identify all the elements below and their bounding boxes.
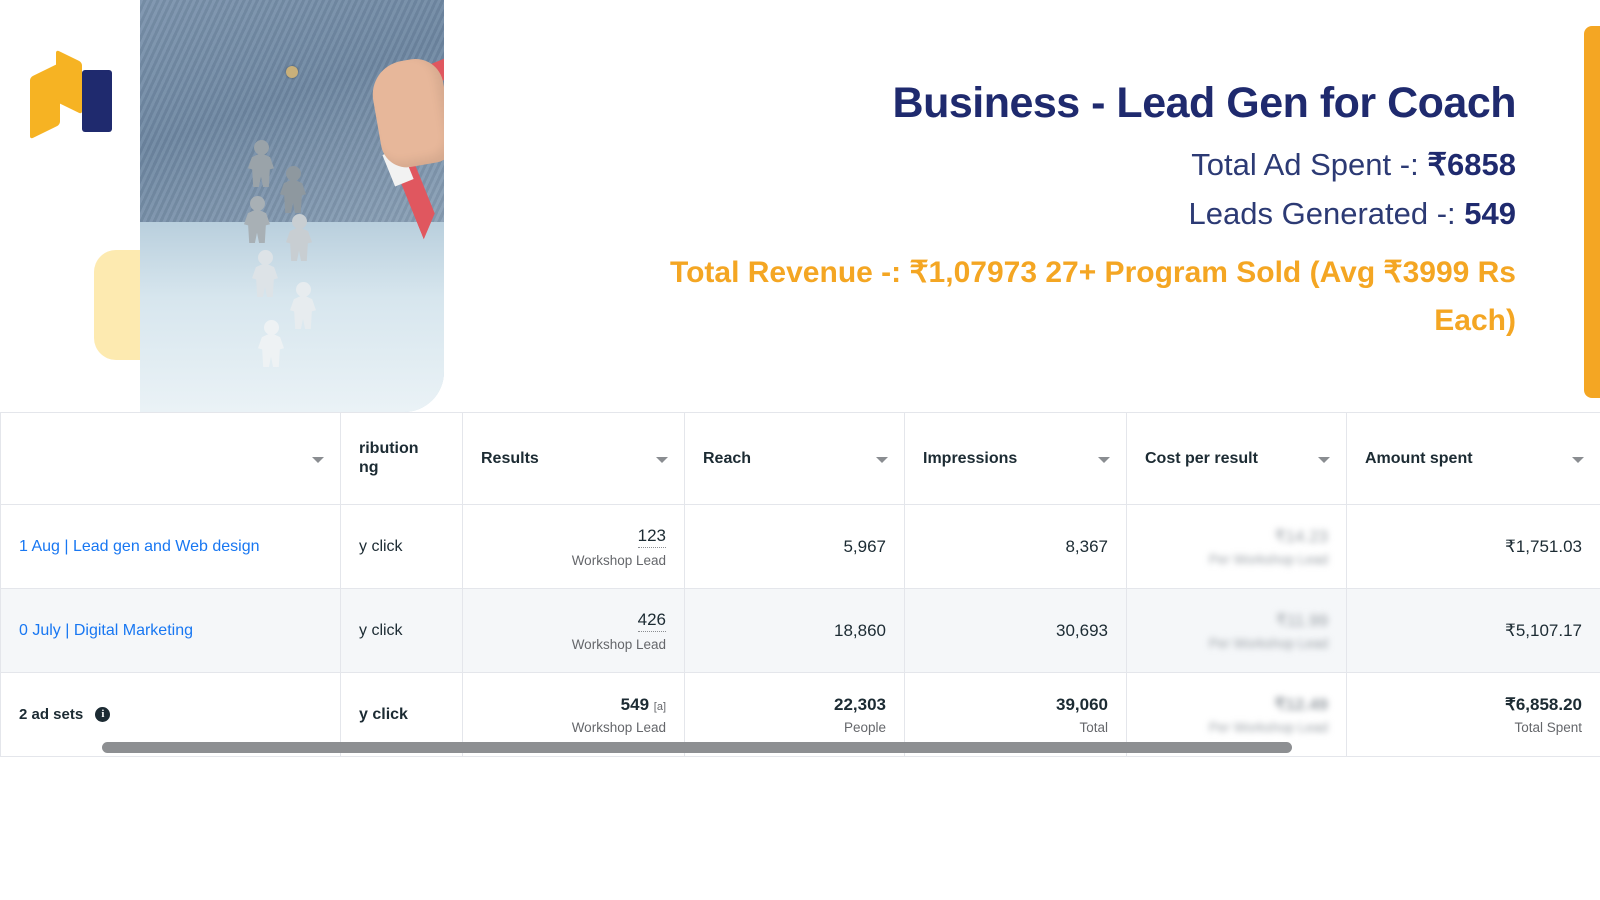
amount-spent-value: ₹1,751.03 (1505, 536, 1582, 556)
chevron-down-icon[interactable] (656, 457, 668, 463)
chevron-down-icon[interactable] (1098, 457, 1110, 463)
campaign-name-link[interactable]: 1 Aug | Lead gen and Web design (19, 537, 260, 555)
leads-label: Leads Generated -: (1188, 196, 1465, 232)
cell-amount-spent (1347, 589, 1600, 673)
ad-sets-count: 2 ad sets (19, 706, 84, 723)
summary-impressions-sublabel: Total (1079, 719, 1108, 735)
cell-reach (685, 505, 905, 589)
column-header-name[interactable] (1, 413, 341, 505)
summary-reach-value: 22,303 (834, 694, 886, 714)
results-sublabel: Workshop Lead (571, 552, 666, 568)
column-header-impressions[interactable] (905, 413, 1127, 505)
chevron-down-icon[interactable] (312, 457, 324, 463)
page-title: Business - Lead Gen for Coach (892, 79, 1516, 127)
amount-spent-value: ₹5,107.17 (1505, 620, 1582, 640)
people-figure (252, 250, 278, 298)
column-header-cost-per-result[interactable] (1127, 413, 1347, 505)
cell-results (463, 589, 685, 673)
people-figure (244, 196, 270, 244)
cost-per-result-sublabel: Per Workshop Lead (1208, 551, 1328, 567)
column-header-amount-spent[interactable] (1347, 413, 1600, 505)
people-figure (280, 166, 306, 214)
cell-campaign-name[interactable] (1, 589, 341, 673)
results-value: 426 (638, 610, 666, 632)
column-header-results-label: Results (481, 449, 539, 467)
cell-cost-per-result (1127, 505, 1347, 589)
results-sublabel: Workshop Lead (571, 636, 666, 652)
people-figure (290, 282, 316, 330)
summary-results-sublabel: Workshop Lead (571, 719, 666, 735)
ads-table-container (0, 412, 1600, 757)
people-figure (286, 214, 312, 262)
summary-cost-per-result-value: ₹12.49 (1274, 694, 1328, 714)
cell-impressions (905, 505, 1127, 589)
decorative-right-bar (1584, 26, 1600, 398)
table-row[interactable] (1, 505, 1600, 589)
impressions-value: 30,693 (1056, 620, 1108, 640)
cell-campaign-name[interactable] (1, 505, 341, 589)
hero-photo-magnet-attracting-people (140, 0, 444, 412)
summary-amount-spent-sublabel: Total Spent (1514, 719, 1582, 735)
horizontal-scrollbar[interactable] (102, 742, 1292, 753)
header-block (616, 80, 1516, 344)
cost-per-result-value: ₹11.99 (1275, 610, 1328, 630)
cost-per-result-value: ₹14.23 (1274, 526, 1328, 546)
chevron-down-icon[interactable] (876, 457, 888, 463)
column-header-cost-per-result-label: Cost per result (1145, 449, 1258, 467)
column-header-impressions-label: Impressions (923, 449, 1018, 467)
results-value: 123 (638, 526, 666, 548)
cost-per-result-sublabel: Per Workshop Lead (1208, 635, 1328, 651)
chevron-down-icon[interactable] (1318, 457, 1330, 463)
column-header-results[interactable] (463, 413, 685, 505)
cell-cost-per-result (1127, 589, 1347, 673)
ad-spend-label: Total Ad Spent -: (1191, 147, 1428, 183)
summary-results-value: 549 (620, 694, 650, 714)
summary-cost-per-result-sublabel: Per Workshop Lead (1208, 719, 1328, 735)
cell-reach (685, 589, 905, 673)
column-header-reach-label: Reach (703, 449, 752, 467)
column-header-amount-spent-label: Amount spent (1365, 449, 1473, 467)
people-figure (258, 320, 284, 368)
table-header-row (1, 413, 1600, 505)
info-icon[interactable]: i (95, 707, 110, 722)
column-header-attribution[interactable]: ribution ng (341, 413, 463, 505)
summary-impressions-value: 39,060 (1056, 694, 1108, 714)
ads-table (0, 412, 1600, 757)
revenue-line: Total Revenue -: ₹1,07973 27+ Program Sold (Avg ₹3999 Rs Each) (670, 256, 1516, 337)
summary-reach-sublabel: People (843, 719, 886, 735)
people-figure (248, 140, 274, 188)
cell-summary-amount-spent (1347, 673, 1600, 757)
campaign-name-link[interactable]: 0 July | Digital Marketing (19, 621, 193, 639)
ad-spend-line (616, 141, 1516, 190)
summary-results-badge: [a] (653, 700, 666, 713)
cell-impressions (905, 589, 1127, 673)
brand-logo (30, 48, 114, 132)
leads-line (616, 190, 1516, 239)
cell-attribution: y click (341, 589, 463, 673)
leads-value: 549 (1464, 196, 1516, 232)
reach-value: 5,967 (843, 536, 886, 556)
cell-results (463, 505, 685, 589)
chevron-down-icon[interactable] (1572, 457, 1584, 463)
logo-shape-right (82, 70, 112, 132)
cell-attribution: y click (341, 505, 463, 589)
column-header-reach[interactable] (685, 413, 905, 505)
table-row[interactable] (1, 589, 1600, 673)
cell-summary-attribution: y click (341, 673, 463, 757)
cell-amount-spent (1347, 505, 1600, 589)
reach-value: 18,860 (834, 620, 886, 640)
ad-spend-value: ₹6858 (1427, 147, 1516, 183)
summary-amount-spent-value: ₹6,858.20 (1505, 694, 1582, 714)
impressions-value: 8,367 (1065, 536, 1108, 556)
